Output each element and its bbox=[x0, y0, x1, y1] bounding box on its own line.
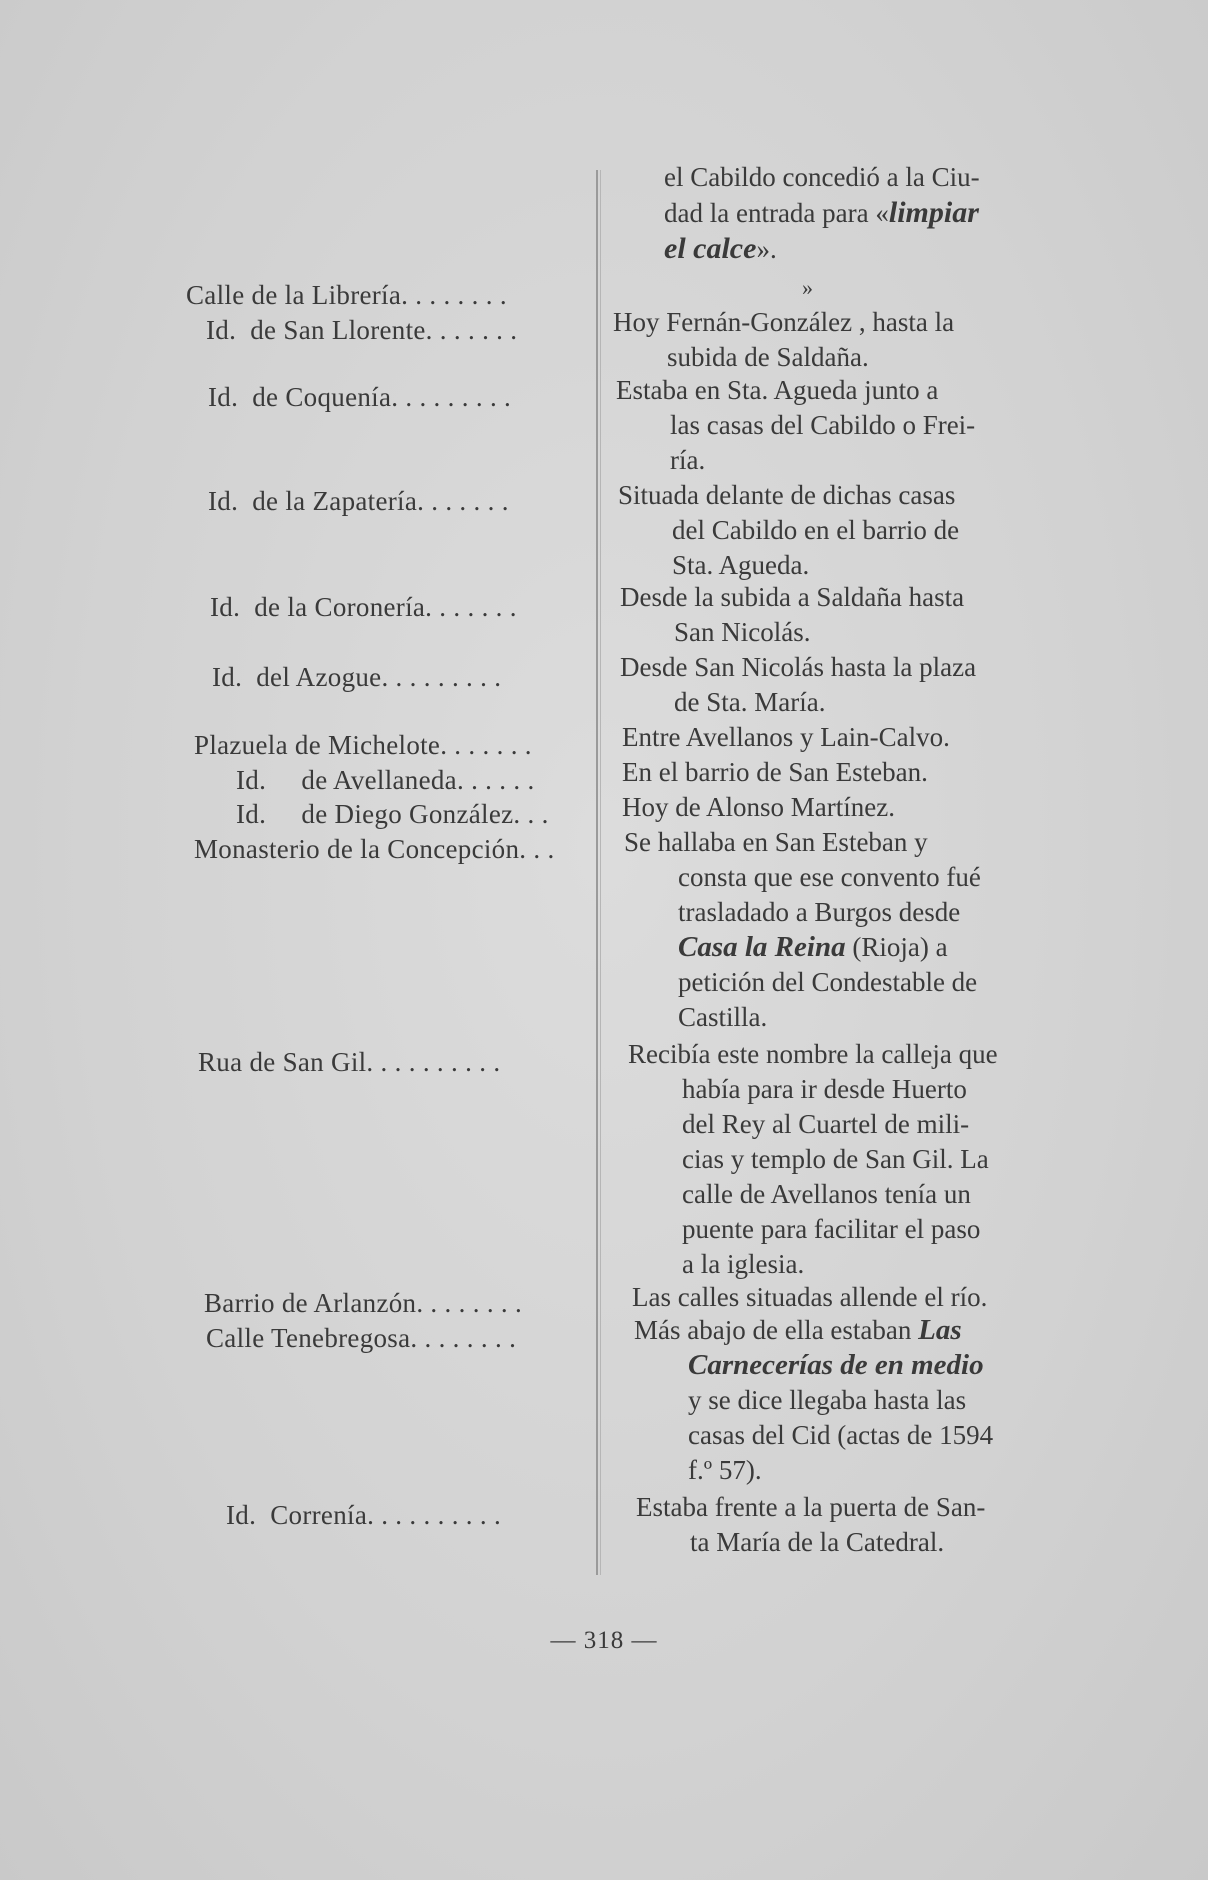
desc-line: consta que ese convento fué bbox=[678, 862, 981, 892]
entry-label: Rua de San Gil. . . . . . . . . . bbox=[198, 1047, 501, 1077]
entry-description bbox=[622, 790, 1010, 825]
entry-description bbox=[636, 1490, 1028, 1560]
desc-line: a la iglesia. bbox=[682, 1249, 805, 1279]
desc-line: y se dice llegaba hasta las bbox=[688, 1385, 967, 1415]
desc-line: trasladado a Burgos desde bbox=[678, 897, 961, 927]
entry-label: Id. Correnía. . . . . . . . . . bbox=[226, 1500, 502, 1530]
intro-line-1: el Cabildo concedió a la Ciu- bbox=[664, 162, 980, 192]
entry-label: Id. de Avellaneda. . . . . . bbox=[236, 765, 535, 795]
entry-label: Id. de la Zapatería. . . . . . . bbox=[208, 486, 509, 516]
entry-description bbox=[620, 580, 1008, 650]
desc-line: Sta. Agueda. bbox=[672, 550, 810, 580]
entry-description bbox=[618, 478, 1008, 583]
desc-line: del Rey al Cuartel de mili- bbox=[682, 1109, 970, 1139]
italic-text: Las bbox=[918, 1314, 962, 1346]
italic-place-name: Casa la Reina bbox=[678, 931, 846, 963]
intro-end: ». bbox=[756, 234, 777, 264]
entry-description bbox=[616, 373, 1008, 478]
desc-line: casas del Cid (actas de 1594 bbox=[688, 1420, 994, 1450]
desc-line: Recibía este nombre la calleja que bbox=[628, 1039, 998, 1069]
desc-line: Hoy de Alonso Martínez. bbox=[622, 792, 895, 822]
intro-line-2: dad la entrada para « bbox=[664, 198, 889, 228]
desc-line: de Sta. María. bbox=[674, 687, 826, 717]
intro-text bbox=[664, 160, 1006, 267]
entry-label: Monasterio de la Concepción. . . bbox=[194, 834, 555, 864]
entry-description bbox=[622, 720, 1010, 755]
italic-place-name: Carnecerías de en medio bbox=[688, 1349, 984, 1381]
entry-label: Calle de la Librería. . . . . . . . bbox=[186, 280, 507, 310]
column-divider-shadow bbox=[600, 170, 601, 1575]
entry-description bbox=[628, 1037, 1020, 1282]
entry-label: Barrio de Arlanzón. . . . . . . . bbox=[204, 1288, 523, 1318]
page-number: — 318 — bbox=[550, 1627, 658, 1654]
entry-description bbox=[622, 755, 1010, 790]
entry-label: Calle Tenebregosa. . . . . . . . bbox=[206, 1323, 517, 1353]
desc-line: ta María de la Catedral. bbox=[690, 1527, 945, 1557]
desc-line: Estaba frente a la puerta de San- bbox=[636, 1492, 986, 1522]
entry-label: Id. de la Coronería. . . . . . . bbox=[210, 592, 517, 622]
desc-line: Estaba en Sta. Agueda junto a bbox=[616, 375, 939, 405]
ditto-mark: » bbox=[802, 275, 814, 300]
desc-line: Desde la subida a Saldaña hasta bbox=[620, 582, 965, 612]
desc-line: había para ir desde Huerto bbox=[682, 1074, 967, 1104]
desc-line: En el barrio de San Esteban. bbox=[622, 757, 928, 787]
entry-description bbox=[632, 1280, 1032, 1315]
desc-line: Más abajo de ella estaban bbox=[634, 1315, 919, 1345]
entry-label: Id. de Coquenía. . . . . . . . . bbox=[208, 382, 512, 412]
desc-line: Situada delante de dichas casas bbox=[618, 480, 956, 510]
intro-italic-b: el calce bbox=[664, 232, 757, 265]
entry-description bbox=[624, 825, 1018, 1035]
desc-line: Desde San Nicolás hasta la plaza bbox=[620, 652, 977, 682]
desc-line: las casas del Cabildo o Frei- bbox=[670, 410, 976, 440]
entry-label: Id. de San Llorente. . . . . . . bbox=[206, 315, 518, 345]
desc-line: (Rioja) a bbox=[845, 932, 948, 962]
desc-line: Hoy Fernán-González , hasta la bbox=[613, 307, 955, 337]
intro-italic-a: limpiar bbox=[888, 196, 979, 229]
desc-line: del Cabildo en el barrio de bbox=[672, 515, 960, 545]
entry-label: Id. de Diego González. . . bbox=[236, 799, 549, 829]
desc-line: San Nicolás. bbox=[674, 617, 811, 647]
entry-description bbox=[634, 1313, 1026, 1488]
desc-line: Las calles situadas allende el río. bbox=[632, 1282, 988, 1312]
desc-line: Se hallaba en San Esteban y bbox=[624, 827, 928, 857]
desc-line: f.º 57). bbox=[688, 1455, 762, 1485]
desc-line: petición del Condestable de bbox=[678, 967, 978, 997]
desc-line: subida de Saldaña. bbox=[667, 342, 869, 372]
entry-description bbox=[613, 305, 1008, 375]
entry-description bbox=[620, 650, 1010, 720]
entry-label: Plazuela de Michelote. . . . . . . bbox=[194, 730, 532, 760]
entry-label: Id. del Azogue. . . . . . . . . bbox=[212, 662, 502, 692]
desc-line: Entre Avellanos y Lain-Calvo. bbox=[622, 722, 950, 752]
desc-line: Castilla. bbox=[678, 1002, 768, 1032]
column-divider bbox=[596, 170, 598, 1575]
desc-line: cias y templo de San Gil. La bbox=[682, 1144, 989, 1174]
desc-line: ría. bbox=[670, 445, 706, 475]
desc-line: calle de Avellanos tenía un bbox=[682, 1179, 971, 1209]
desc-line: puente para facilitar el paso bbox=[682, 1214, 981, 1244]
